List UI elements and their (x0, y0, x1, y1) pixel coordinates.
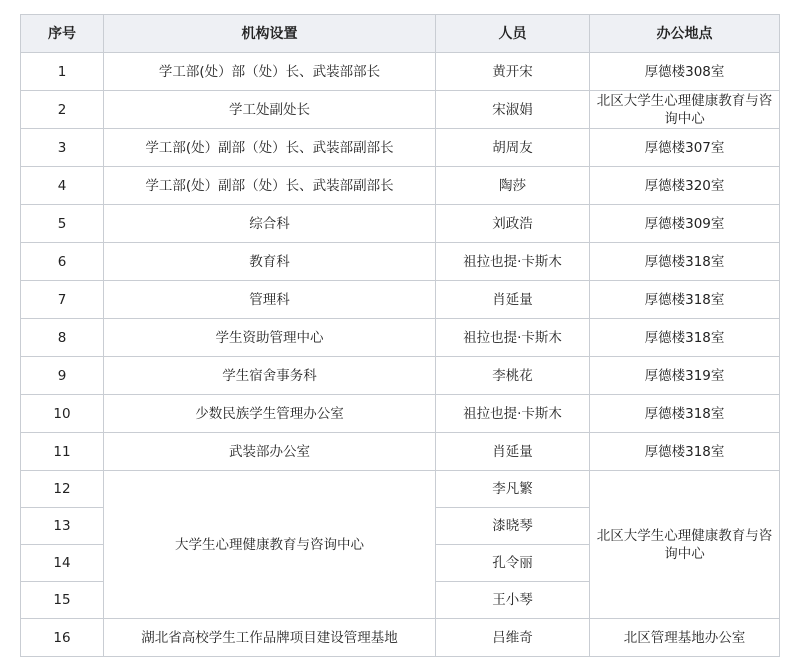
row-organization: 管理科 (104, 281, 436, 319)
row-number: 14 (21, 545, 104, 582)
row-person: 孔令丽 (436, 545, 590, 582)
row-organization: 学工部(处）副部（处）长、武装部副部长 (104, 129, 436, 167)
table-row (21, 319, 780, 357)
table-row (21, 281, 780, 319)
row-number: 5 (21, 205, 104, 243)
row-organization: 学生资助管理中心 (104, 319, 436, 357)
table-row (21, 243, 780, 281)
row-organization: 学工处副处长 (104, 91, 436, 129)
row-person: 漆晓琴 (436, 508, 590, 545)
row-organization: 学工部(处）部（处）长、武装部部长 (104, 53, 436, 91)
row-office: 厚德楼320室 (590, 167, 780, 205)
row-organization: 武装部办公室 (104, 433, 436, 471)
row-office: 厚德楼318室 (590, 243, 780, 281)
row-person: 祖拉也提·卡斯木 (436, 243, 590, 281)
header-organization: 机构设置 (104, 15, 436, 53)
row-number: 12 (21, 471, 104, 508)
row-organization: 教育科 (104, 243, 436, 281)
row-number: 9 (21, 357, 104, 395)
row-number: 4 (21, 167, 104, 205)
header-number: 序号 (21, 15, 104, 53)
row-person: 刘政浩 (436, 205, 590, 243)
row-organization: 综合科 (104, 205, 436, 243)
row-person: 李桃花 (436, 357, 590, 395)
row-office: 厚德楼318室 (590, 395, 780, 433)
staff-table-container (20, 14, 780, 657)
header-office: 办公地点 (590, 15, 780, 53)
row-number: 15 (21, 582, 104, 619)
table-row (21, 357, 780, 395)
row-number: 7 (21, 281, 104, 319)
header-person: 人员 (436, 15, 590, 53)
row-person: 祖拉也提·卡斯木 (436, 319, 590, 357)
row-number: 8 (21, 319, 104, 357)
table-row (21, 433, 780, 471)
row-office: 北区管理基地办公室 (590, 619, 780, 657)
row-office: 厚德楼318室 (590, 433, 780, 471)
row-person: 李凡繁 (436, 471, 590, 508)
row-person: 肖延量 (436, 281, 590, 319)
row-number: 16 (21, 619, 104, 657)
row-office: 厚德楼318室 (590, 319, 780, 357)
table-row (21, 395, 780, 433)
row-number: 10 (21, 395, 104, 433)
row-office: 厚德楼308室 (590, 53, 780, 91)
row-organization: 湖北省高校学生工作品牌项目建设管理基地 (104, 619, 436, 657)
row-organization: 少数民族学生管理办公室 (104, 395, 436, 433)
table-row (21, 53, 780, 91)
row-person: 肖延量 (436, 433, 590, 471)
row-person: 祖拉也提·卡斯木 (436, 395, 590, 433)
row-office: 厚德楼309室 (590, 205, 780, 243)
table-row (21, 205, 780, 243)
staff-directory-table (20, 14, 780, 657)
group-office: 北区大学生心理健康教育与咨询中心 (590, 471, 780, 619)
table-row (21, 619, 780, 657)
row-organization: 学工部(处）副部（处）长、武装部副部长 (104, 167, 436, 205)
row-person: 宋淑娟 (436, 91, 590, 129)
table-row (21, 167, 780, 205)
group-organization: 大学生心理健康教育与咨询中心 (104, 471, 436, 619)
row-office: 厚德楼318室 (590, 281, 780, 319)
row-person: 陶莎 (436, 167, 590, 205)
row-number: 2 (21, 91, 104, 129)
row-person: 黄开宋 (436, 53, 590, 91)
table-header-row (21, 15, 780, 53)
row-number: 1 (21, 53, 104, 91)
row-organization: 学生宿舍事务科 (104, 357, 436, 395)
row-office: 厚德楼307室 (590, 129, 780, 167)
table-row (21, 471, 780, 508)
row-number: 3 (21, 129, 104, 167)
row-number: 13 (21, 508, 104, 545)
row-office: 北区大学生心理健康教育与咨询中心 (590, 91, 780, 129)
row-number: 6 (21, 243, 104, 281)
row-number: 11 (21, 433, 104, 471)
row-office: 厚德楼319室 (590, 357, 780, 395)
row-person: 吕维奇 (436, 619, 590, 657)
table-row (21, 129, 780, 167)
row-person: 胡周友 (436, 129, 590, 167)
row-person: 王小琴 (436, 582, 590, 619)
table-row (21, 91, 780, 129)
